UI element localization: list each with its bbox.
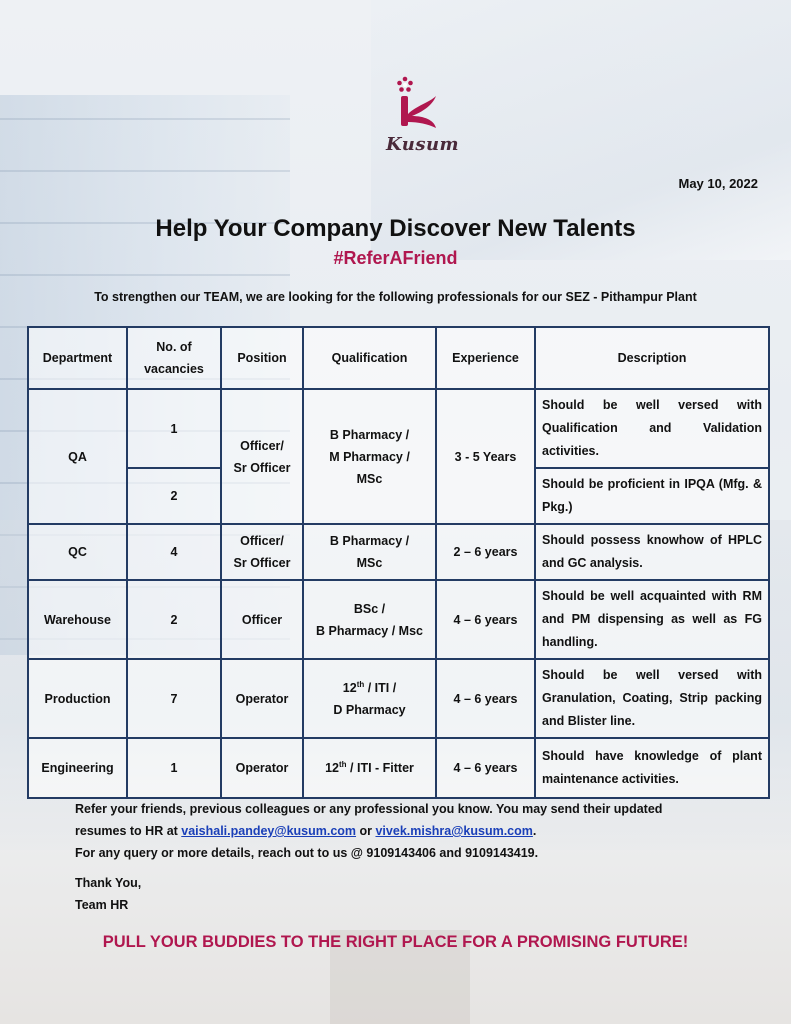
cell-qualification — [303, 389, 436, 524]
cell-position — [221, 389, 303, 524]
position-line: Sr Officer — [233, 460, 291, 475]
cell-experience: 2 – 6 years — [436, 524, 535, 580]
cell-vacancies: 2 — [127, 468, 221, 524]
footer-line2-prefix: resumes to HR at — [75, 824, 182, 838]
cell-department: QC — [28, 524, 127, 580]
intro-text: To strengthen our TEAM, we are looking for the following professionals for our SEZ - Pithampur Plant — [94, 290, 697, 304]
cell-vacancies: 7 — [127, 659, 221, 738]
position-line: Officer/ — [240, 438, 284, 453]
footer-line1: Refer your friends, previous colleagues or any professional you know. You may send their updated — [75, 802, 663, 816]
qualification-superscript: th — [338, 759, 347, 769]
signoff-line1: Thank You, — [75, 876, 142, 890]
cell-department: Warehouse — [28, 580, 127, 659]
header-vacancies-line1: No. of — [156, 340, 192, 354]
qualification-part: / ITI - Fitter — [346, 761, 414, 775]
qualification-superscript: th — [356, 679, 365, 689]
cell-qualification — [303, 659, 436, 738]
referral-instructions — [75, 798, 755, 864]
signoff-line2: Team HR — [75, 898, 129, 912]
header-description: Description — [535, 327, 769, 389]
footer-line3: For any query or more details, reach out to us @ 9109143406 and 9109143419. — [75, 846, 539, 860]
cell-qualification — [303, 524, 436, 580]
document-date: May 10, 2022 — [678, 176, 758, 191]
cell-experience: 4 – 6 years — [436, 659, 535, 738]
header-position: Position — [221, 327, 303, 389]
header-vacancies — [127, 327, 221, 389]
header-department: Department — [28, 327, 127, 389]
cell-position: Operator — [221, 738, 303, 798]
qualification-line: D Pharmacy — [333, 702, 406, 717]
footer-line2-suffix: . — [532, 824, 537, 838]
qualification-line: MSc — [356, 471, 383, 486]
cell-description: Should have knowledge of plant maintenance activities. — [535, 738, 769, 798]
email-link-vivek[interactable]: vivek.mishra@kusum.com — [375, 824, 533, 838]
position-line: Sr Officer — [233, 556, 291, 570]
cell-description: Should be well versed with Granulation, Coating, Strip packing and Blister line. — [535, 659, 769, 738]
header-experience: Experience — [436, 327, 535, 389]
cell-qualification — [303, 580, 436, 659]
cell-vacancies: 1 — [127, 738, 221, 798]
vacancies-table — [27, 326, 770, 799]
qualification-line: M Pharmacy / — [329, 449, 410, 464]
cell-description: Should be well acquainted with RM and PM dispensing as well as FG handling. — [535, 580, 769, 659]
position-line: Officer/ — [240, 534, 284, 548]
cell-position: Operator — [221, 659, 303, 738]
cell-description: Should be well versed with Qualification and Validation activities. — [535, 389, 769, 468]
cell-vacancies: 2 — [127, 580, 221, 659]
qualification-line: BSc / — [353, 601, 386, 616]
cell-position — [221, 524, 303, 580]
brand-name: Kusum — [386, 134, 460, 155]
qualification-line: B Pharmacy / — [329, 534, 410, 548]
qualification-line: MSc — [356, 556, 383, 570]
table-row — [28, 389, 769, 468]
cell-experience: 4 – 6 years — [436, 580, 535, 659]
qualification-line: B Pharmacy / Msc — [316, 623, 423, 638]
qualification-part: / ITI / — [364, 680, 397, 695]
qualification-part: 12 — [325, 761, 339, 775]
table-row — [28, 659, 769, 738]
cell-experience: 3 - 5 Years — [436, 389, 535, 524]
header-qualification: Qualification — [303, 327, 436, 389]
table-header-row — [28, 327, 769, 389]
cell-department: QA — [28, 389, 127, 524]
table-row — [28, 738, 769, 798]
email-link-vaishali[interactable]: vaishali.pandey@kusum.com — [181, 824, 357, 838]
hashtag: #ReferAFriend — [333, 248, 458, 268]
signoff — [75, 872, 141, 916]
cell-vacancies: 4 — [127, 524, 221, 580]
cell-description: Should be proficient in IPQA (Mfg. & Pkg.) — [535, 468, 769, 524]
table-row — [28, 580, 769, 659]
qualification-part: 12 — [342, 680, 357, 695]
cell-description: Should possess knowhow of HPLC and GC analysis. — [535, 524, 769, 580]
cell-department: Production — [28, 659, 127, 738]
slogan: PULL YOUR BUDDIES TO THE RIGHT PLACE FOR A PROMISING FUTURE! — [102, 933, 689, 951]
cell-position: Officer — [221, 580, 303, 659]
cell-qualification — [303, 738, 436, 798]
qualification-line: B Pharmacy / — [329, 427, 410, 442]
cell-department: Engineering — [28, 738, 127, 798]
header-vacancies-line2: vacancies — [144, 362, 204, 376]
page-title: Help Your Company Discover New Talents — [155, 215, 636, 242]
table-row — [28, 524, 769, 580]
cell-experience: 4 – 6 years — [436, 738, 535, 798]
cell-vacancies: 1 — [127, 389, 221, 468]
footer-line2-mid: or — [356, 824, 376, 838]
